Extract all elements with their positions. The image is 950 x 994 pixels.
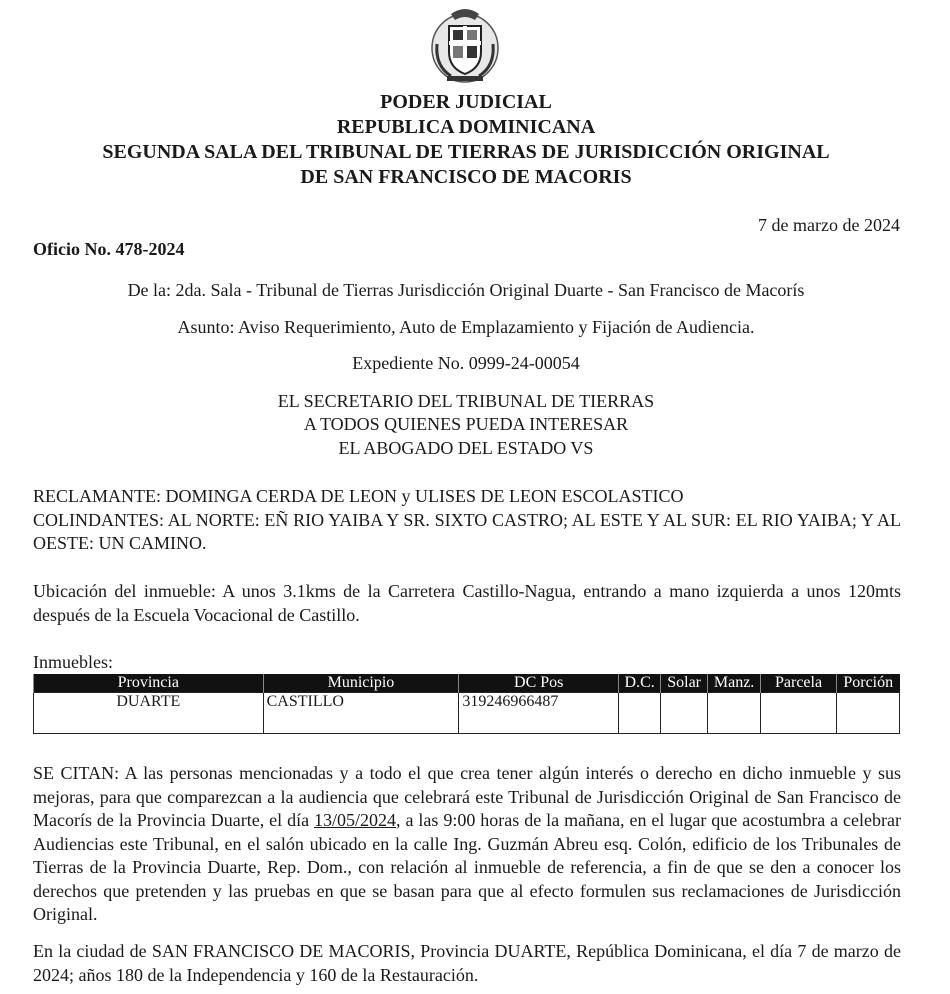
secretario-line-3: EL ABOGADO DEL ESTADO VS	[338, 438, 594, 458]
de-la-line: De la: 2da. Sala - Tribunal de Tierras Jurisdicción Original Duarte - San Francisco de Macorís	[127, 280, 805, 300]
col-dc: D.C.	[619, 674, 661, 693]
asunto-line: Asunto: Aviso Requerimiento, Auto de Emplazamiento y Fijación de Audiencia.	[177, 317, 755, 337]
coat-of-arms-seal	[429, 4, 501, 84]
colindantes-line: COLINDANTES: AL NORTE: EÑ RIO YAIBA Y SR. SIXTO CASTRO; AL ESTE Y AL SUR: EL RIO YAIBA; Y AL OESTE: UN CAMINO.	[33, 509, 901, 553]
col-provincia: Provincia	[34, 674, 264, 693]
secretario-line-2: A TODOS QUIENES PUEDA INTERESAR	[303, 414, 629, 434]
col-manz: Manz.	[708, 674, 761, 693]
cell-dc	[619, 693, 661, 734]
cell-solar	[661, 693, 708, 734]
cell-parcela	[761, 693, 837, 734]
oficio-number: Oficio No. 478-2024	[33, 239, 185, 259]
inmuebles-table	[33, 674, 900, 734]
col-municipio: Municipio	[263, 674, 459, 693]
header-line-2: REPUBLICA DOMINICANA	[336, 116, 596, 138]
inmuebles-label: Inmuebles:	[33, 652, 113, 672]
expediente-line: Expediente No. 0999-24-00054	[352, 353, 580, 373]
ubicacion-paragraph: Ubicación del inmueble: A unos 3.1kms de la Carretera Castillo-Nagua, entrando a mano izquierda a unos 120mts después de la Escuela Vocacional de Castillo.	[33, 581, 901, 625]
cell-porcion	[836, 693, 899, 734]
table-row	[34, 693, 900, 734]
ciudad-paragraph: En la ciudad de SAN FRANCISCO DE MACORIS, Provincia DUARTE, República Dominicana, el día 7 de marzo de 2024; años 180 de la Independencia y 160 de la Restauración.	[33, 941, 901, 985]
parties-block	[33, 485, 901, 556]
citan-text-1: SE CITAN: A las personas mencionadas y a todo el que crea tener algún interés o derecho en dicho inmueble y sus mejoras, para que comparezcan a la audiencia que celebrará este Tribunal de Jurisdicción Original de San Francisco de Macorís de la Provincia Duarte, el día	[33, 763, 901, 830]
col-parcela: Parcela	[761, 674, 837, 693]
cell-municipio: CASTILLO	[263, 693, 459, 734]
citan-text-2: , a las 9:00 horas de la mañana, en el lugar que acostumbra a celebrar Audiencias este Tribunal, en el salón ubicado en la calle Ing. Guzmán Abreu esq. Colón, edificio de los Tribunales de Tierras de la Provincia Duarte, Rep. Dom., con relación al inmueble de referencia, a fin de que se den a conocer los derechos que pretenden y las pruebas en que se basan para que al efecto formulen sus reclamaciones de Jurisdicción Original.	[33, 810, 902, 924]
reclamante-line: RECLAMANTE: DOMINGA CERDA DE LEON y ULISES DE LEON ESCOLASTICO	[33, 486, 684, 506]
cell-dc-pos: 319246966487	[459, 693, 619, 734]
header-line-1: PODER JUDICIAL	[380, 91, 552, 113]
cell-manz	[708, 693, 761, 734]
citan-paragraph	[33, 762, 901, 927]
table-header-row	[34, 674, 900, 693]
col-solar: Solar	[661, 674, 708, 693]
header-line-4: DE SAN FRANCISCO DE MACORIS	[300, 166, 632, 188]
cell-provincia: DUARTE	[34, 693, 264, 734]
hearing-date: 13/05/2024	[314, 810, 397, 830]
secretario-line-1: EL SECRETARIO DEL TRIBUNAL DE TIERRAS	[277, 391, 655, 411]
col-dc-pos: DC Pos	[459, 674, 619, 693]
col-porcion: Porción	[836, 674, 899, 693]
header-line-3: SEGUNDA SALA DEL TRIBUNAL DE TIERRAS DE JURISDICCIÓN ORIGINAL	[102, 141, 830, 163]
document-date: 7 de marzo de 2024	[758, 215, 900, 235]
